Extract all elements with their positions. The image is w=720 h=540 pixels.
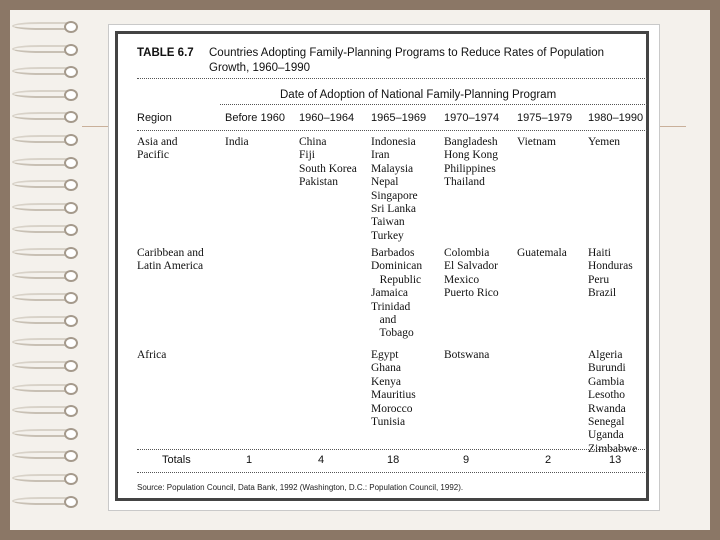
bottom-divider bbox=[137, 472, 647, 473]
spiral-loop bbox=[12, 110, 78, 125]
column-header-before-1960: Before 1960 bbox=[225, 112, 285, 124]
table-title-line2: Growth, 1960–1990 bbox=[209, 62, 311, 74]
spiral-loop bbox=[12, 246, 78, 261]
table-cell: Haiti Honduras Peru Brazil bbox=[588, 247, 633, 300]
table-cell: Vietnam bbox=[517, 136, 556, 148]
table-title-line1: Countries Adopting Family-Planning Programs to Reduce Rates of Population bbox=[209, 47, 605, 59]
table-cell: Barbados Dominican Republic Jamaica Trinidad and Tobago bbox=[371, 247, 423, 340]
total-1970-1974: 9 bbox=[463, 454, 470, 466]
table-cell: China Fiji South Korea Pakistan bbox=[299, 136, 357, 189]
header-divider bbox=[137, 130, 647, 131]
spiral-loop bbox=[12, 291, 78, 306]
column-header-1960-1964: 1960–1964 bbox=[299, 112, 355, 124]
table-image bbox=[108, 24, 660, 511]
column-header-1980-1990: 1980–1990 bbox=[588, 112, 644, 124]
column-header-1970-1974: 1970–1974 bbox=[444, 112, 500, 124]
spiral-loop bbox=[12, 223, 78, 238]
total-1980-1990: 13 bbox=[609, 454, 622, 466]
spiral-loop bbox=[12, 133, 78, 148]
table-frame bbox=[115, 31, 649, 501]
spiral-loop bbox=[12, 43, 78, 58]
spiral-loop bbox=[12, 65, 78, 80]
column-header-region: Region bbox=[137, 112, 172, 124]
table-cell: Guatemala bbox=[517, 247, 567, 259]
spiral-loop bbox=[12, 336, 78, 351]
spanning-header: Date of Adoption of National Family-Planning Program bbox=[280, 89, 557, 101]
row-region: Caribbean and Latin America bbox=[137, 247, 204, 273]
top-divider bbox=[137, 78, 647, 79]
spanning-header-divider bbox=[220, 104, 647, 105]
table-cell: India bbox=[225, 136, 249, 148]
spiral-loop bbox=[12, 201, 78, 216]
spiral-loop bbox=[12, 88, 78, 103]
table-cell: Bangladesh Hong Kong Philippines Thailand bbox=[444, 136, 498, 189]
spiral-loop bbox=[12, 156, 78, 171]
spiral-loop bbox=[12, 404, 78, 419]
table-number: TABLE 6.7 bbox=[137, 47, 194, 59]
spiral-loop bbox=[12, 382, 78, 397]
spiral-loop bbox=[12, 359, 78, 374]
table-cell: Botswana bbox=[444, 349, 490, 361]
spiral-binding bbox=[0, 20, 90, 525]
table-cell: Yemen bbox=[588, 136, 621, 148]
spiral-loop bbox=[12, 178, 78, 193]
table-cell: Egypt Ghana Kenya Mauritius Morocco Tunisia bbox=[371, 349, 416, 429]
spiral-loop bbox=[12, 495, 78, 510]
spiral-loop bbox=[12, 314, 78, 329]
spiral-loop bbox=[12, 269, 78, 284]
total-1975-1979: 2 bbox=[545, 454, 552, 466]
table-title bbox=[137, 46, 647, 74]
table-cell: Colombia El Salvador Mexico Puerto Rico bbox=[444, 247, 499, 300]
column-header-1975-1979: 1975–1979 bbox=[517, 112, 573, 124]
table-cell: Indonesia Iran Malaysia Nepal Singapore Sri Lanka Taiwan Turkey bbox=[371, 136, 418, 242]
spiral-loop bbox=[12, 472, 78, 487]
totals-label: Totals bbox=[162, 454, 191, 466]
row-region: Africa bbox=[137, 349, 167, 361]
total-1960-1964: 4 bbox=[318, 454, 325, 466]
spiral-loop bbox=[12, 449, 78, 464]
total-before-1960: 1 bbox=[246, 454, 253, 466]
spiral-loop bbox=[12, 427, 78, 442]
spiral-loop bbox=[12, 20, 78, 35]
source-note: Source: Population Council, Data Bank, 1992 (Washington, D.C.: Population Council, 1992). bbox=[137, 483, 464, 492]
totals-divider bbox=[137, 449, 647, 450]
table-cell: Algeria Burundi Gambia Lesotho Rwanda Senegal Uganda Zimbabwe bbox=[588, 349, 638, 455]
column-header-1965-1969: 1965–1969 bbox=[371, 112, 427, 124]
total-1965-1969: 18 bbox=[387, 454, 400, 466]
row-region: Asia and Pacific bbox=[137, 136, 178, 162]
